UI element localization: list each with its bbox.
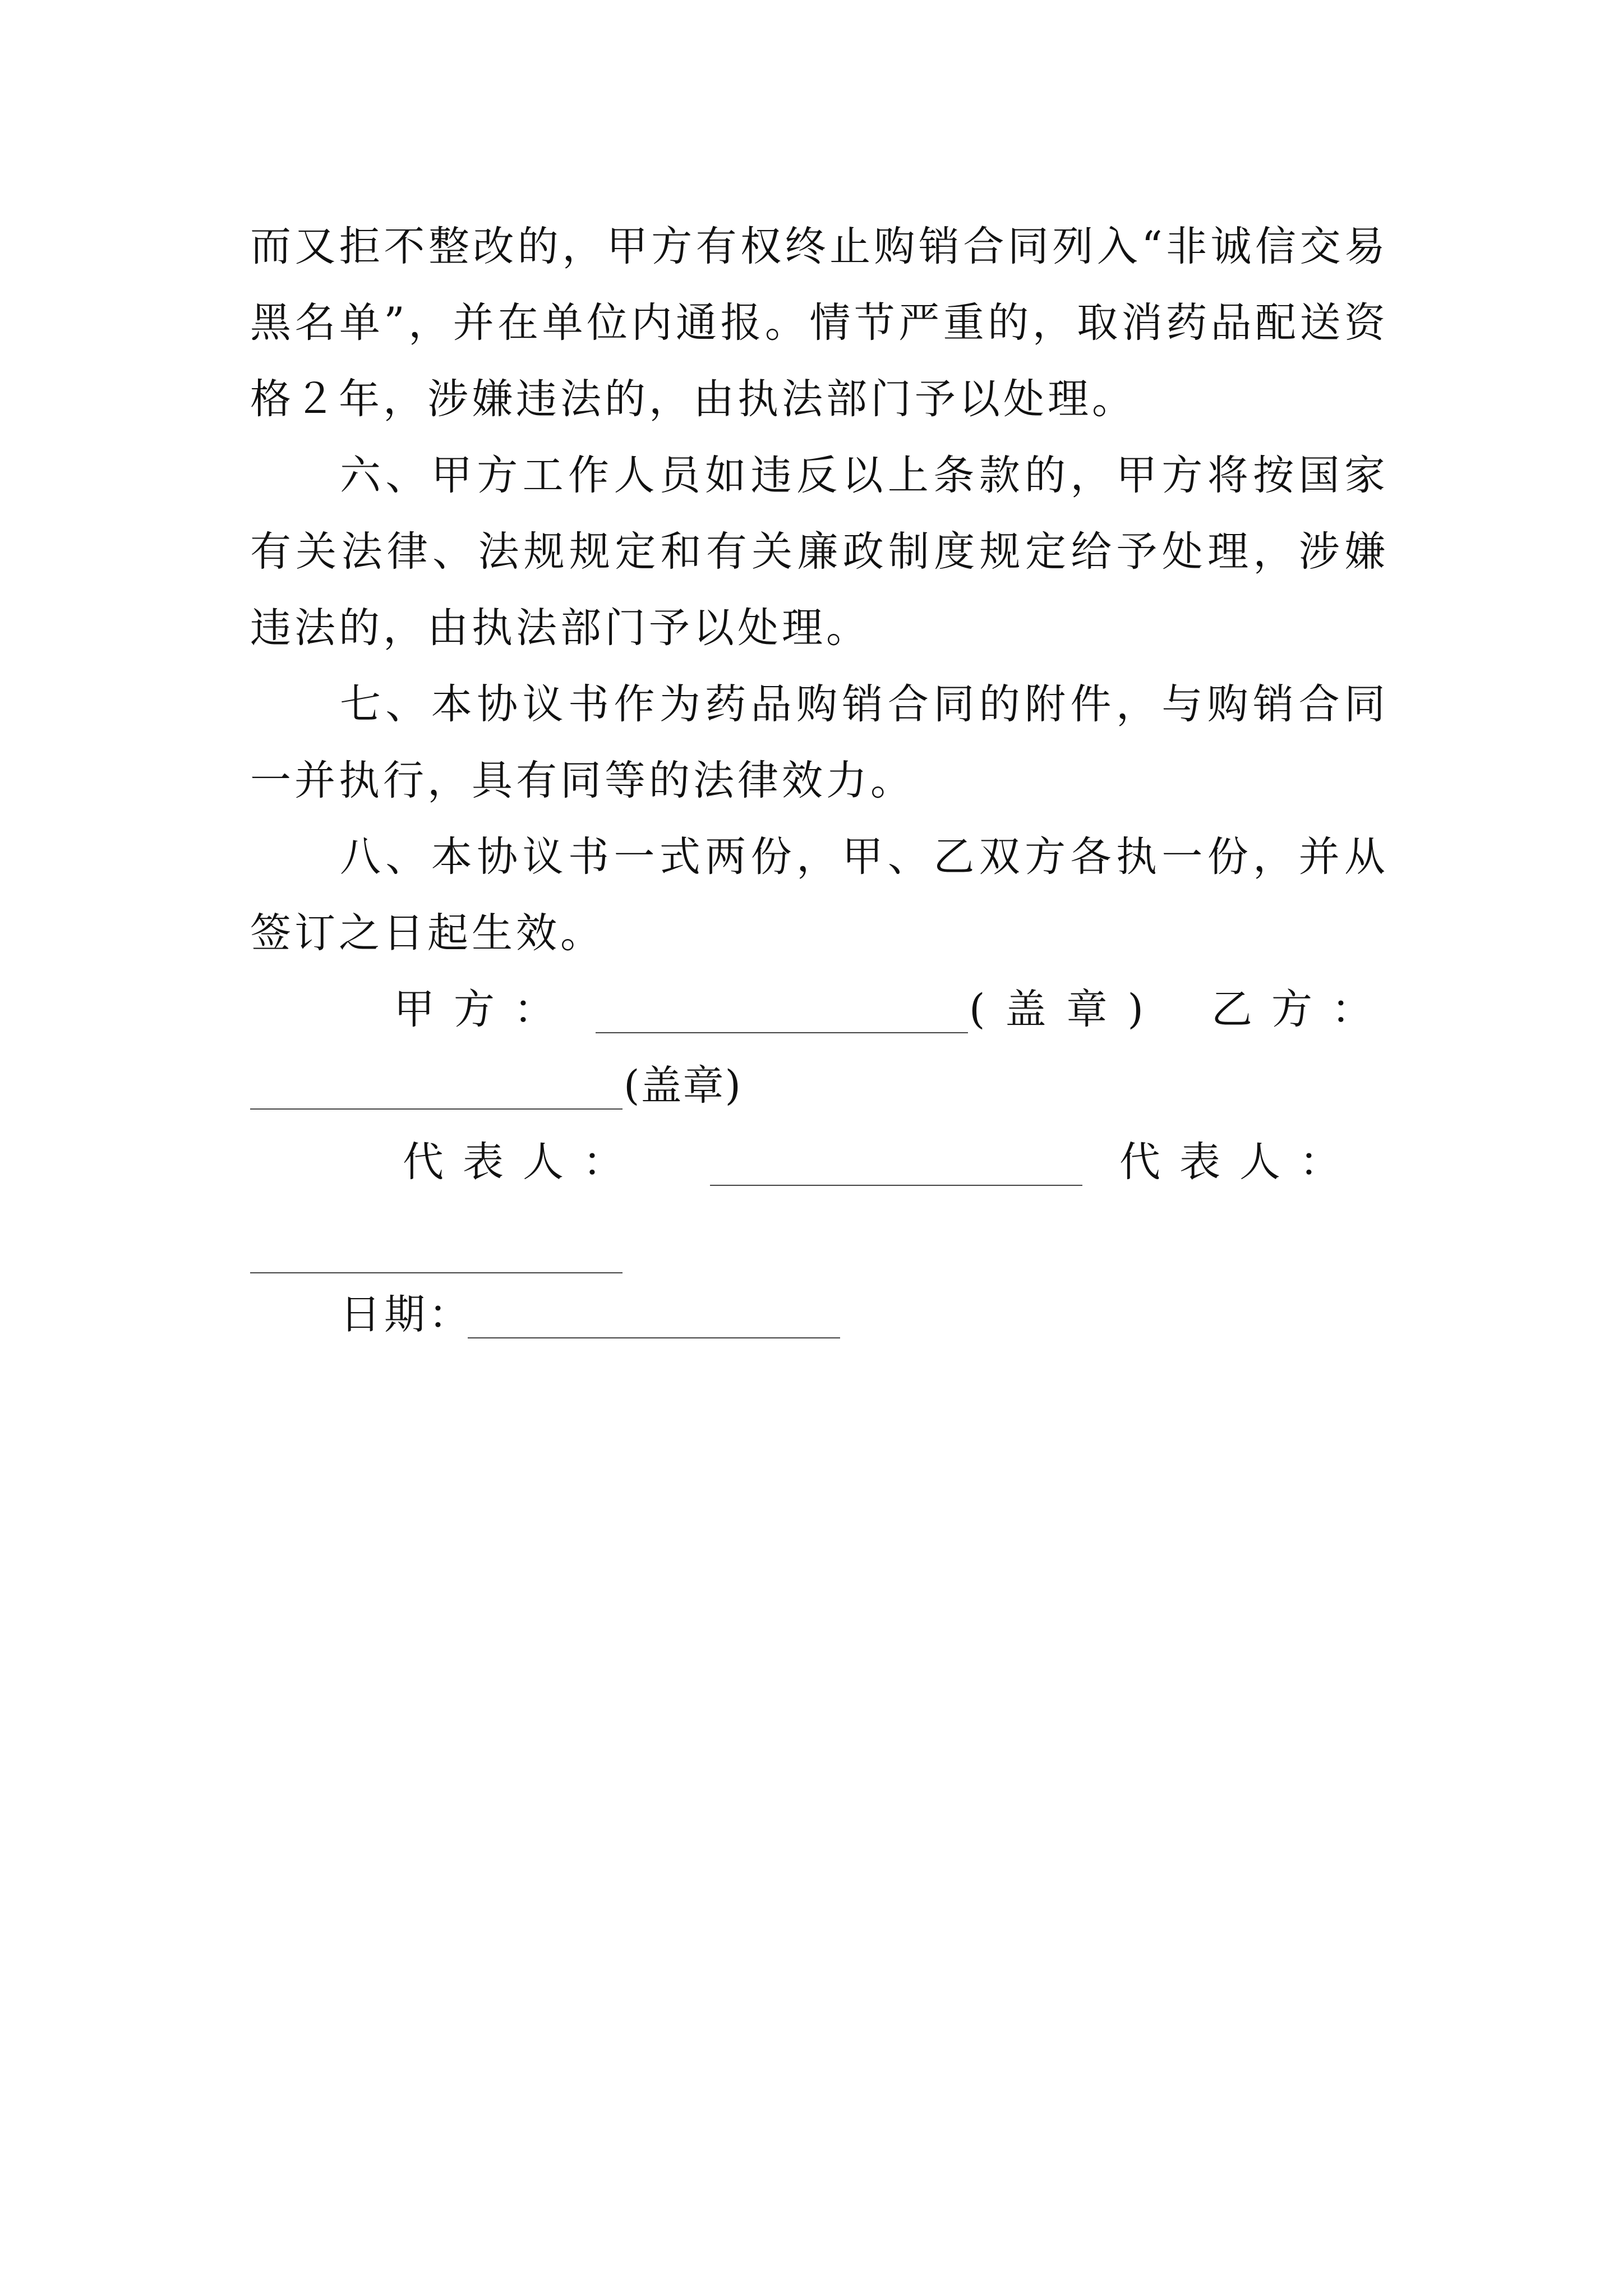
party-b-continuation-row xyxy=(250,1048,1389,1124)
date-label: 日期： xyxy=(340,1291,473,1338)
paragraph-continuation: 而又拒不整改的，甲方有权终止购销合同列入“非诚信交易黑名单”，并在单位内通报。情节严重的，取消药品配送资格２年，涉嫌违法的，由执法部门予以处理。 xyxy=(250,223,1389,423)
date-row xyxy=(250,1277,1389,1353)
document-body xyxy=(250,209,1389,1353)
representative-row xyxy=(250,1124,1389,1200)
party-b-label: 乙方： xyxy=(1211,986,1391,1033)
rep-a-label: 代表人： xyxy=(403,1138,643,1186)
party-signature-row xyxy=(250,972,1389,1048)
rep-b-continuation-row xyxy=(250,1200,1389,1277)
party-b-seal: (盖章) xyxy=(624,1062,742,1110)
rep-b-label: 代表人： xyxy=(1119,1138,1359,1186)
clause-seven: 七、本协议书作为药品购销合同的附件，与购销合同一并执行，具有同等的法律效力。 xyxy=(250,680,1389,804)
party-a-label: 甲方： xyxy=(394,986,574,1033)
clause-eight: 八、本协议书一式两份，甲、乙双方各执一份，并从签订之日起生效。 xyxy=(250,833,1389,957)
party-b-blank xyxy=(250,1108,623,1110)
party-a-blank xyxy=(596,1032,968,1033)
party-a-seal: (盖章) xyxy=(969,986,1164,1033)
rep-a-blank xyxy=(710,1185,1082,1186)
date-blank xyxy=(468,1337,840,1338)
rep-b-blank xyxy=(250,1272,623,1273)
clause-six: 六、甲方工作人员如违反以上条款的，甲方将按国家有关法律、法规规定和有关廉政制度规定给予处理，涉嫌违法的，由执法部门予以处理。 xyxy=(250,452,1389,652)
